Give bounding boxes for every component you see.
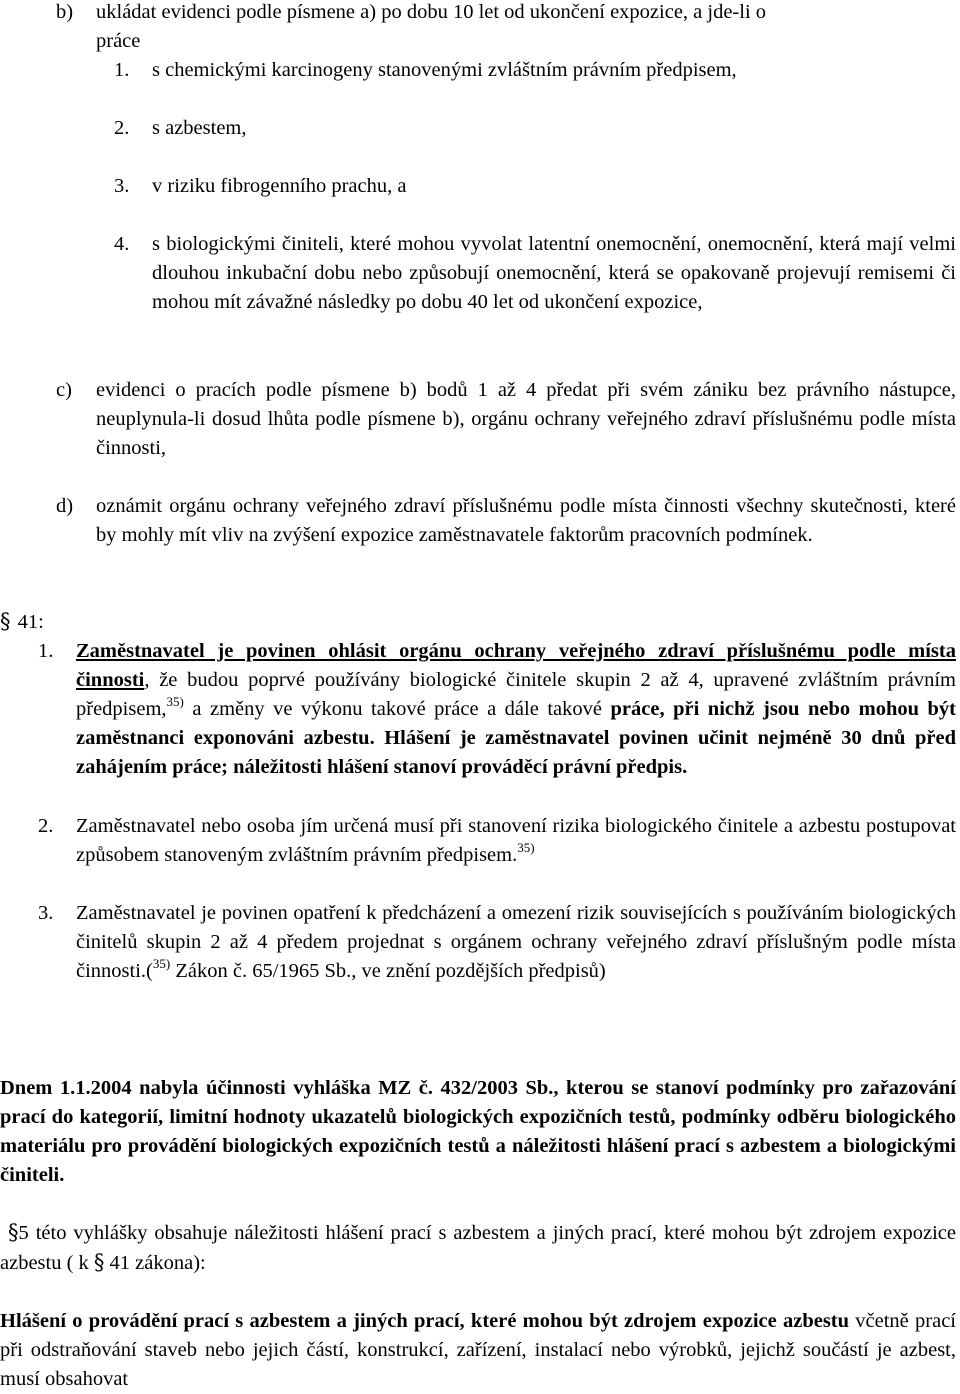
item-b-line2: práce	[96, 30, 141, 52]
p1-footnote-ref: 35)	[166, 694, 184, 709]
p3-body-2: Zákon č. 65/1965 Sb., ve znění pozdějších předpisů)	[170, 960, 606, 982]
p1-underlined: Zaměstnavatel je povinen ohlásit orgánu ochrany veřejného zdraví příslušnému podle místa činnosti	[76, 640, 956, 691]
p2-body: Zaměstnavatel nebo osoba jím určená musí při stanovení rizika biologického činitele a azbestu postupovat způsobem stanoveným zvláštním právním předpisem.	[76, 815, 956, 866]
para-5-symbol-2-icon: §	[93, 1250, 105, 1274]
p2-text	[76, 812, 956, 870]
p1-text-1: , že budou poprvé používány biologické činitele skupin 2 až 4, upravené zvláštním právním předpisem,	[76, 669, 956, 720]
para-5-symbol-icon: §	[8, 1220, 19, 1244]
p1-bold: práce, při nichž jsou nebo mohou být zaměstnanci exponováni azbestu. Hlášení je zaměstnavatel povinen učinit nejméně 30 dnů před zahájením práce; náležitosti hlášení stanoví prováděcí právní předpis.	[76, 698, 956, 778]
section-symbol-icon: §	[0, 609, 11, 633]
subitem-3-num: 3.	[114, 175, 130, 197]
para-5	[0, 1218, 956, 1278]
subitem-3-text: v riziku fibrogenního prachu, a	[152, 175, 407, 197]
decree-paragraph: Dnem 1.1.2004 nabyla účinnosti vyhláška MZ č. 432/2003 Sb., kterou se stanoví podmínky pro zařazování prací do kategorií, limitní hodnoty ukazatelů biologických expozičních testů, podmínky odběru biologického materiálu pro provádění biologických expozičních testů a náležitosti hlášení prací s azbestem a biologickými činiteli.	[0, 1077, 956, 1186]
para-5-text-2: 41 zákona):	[104, 1252, 206, 1274]
subitem-1-text: s chemickými karcinogeny stanovenými zvláštním právním předpisem,	[152, 59, 737, 81]
subitem-2-num: 2.	[114, 117, 130, 139]
p3-body: Zaměstnavatel je povinen opatření k předcházení a omezení rizik souvisejících s používáním biologických činitelů skupin 2 až 4 předem projednat s orgánem ochrany veřejného zdraví příslušným podle místa činnosti.(	[76, 902, 956, 982]
p1-text-2: a změny ve výkonu takové práce a dále takové	[183, 698, 611, 720]
item-b-marker: b)	[56, 1, 74, 23]
item-c-text: evidenci o pracích podle písmene b) bodů 1 až 4 předat při svém zániku bez právního nástupce, neuplynula-li dosud lhůta podle písmene b), orgánu ochrany veřejného zdraví příslušnému podle místa činnosti,	[96, 379, 956, 459]
p2-footnote-ref: 35)	[517, 840, 535, 855]
item-c-marker: c)	[56, 379, 72, 401]
p2-num: 2.	[38, 815, 54, 837]
para-5-text-1: 5 této vyhlášky obsahuje náležitosti hlášení prací s azbestem a jiných prací, které mohou být zdrojem expozice azbestu ( k	[0, 1222, 956, 1274]
p3-footnote-ref: 35)	[152, 956, 171, 971]
item-b-line1: ukládat evidenci podle písmene a) po dobu 10 let od ukončení expozice, a jde-li o	[96, 1, 767, 23]
report-text: včetně prací při odstraňování staveb nebo jejich částí, konstrukcí, zařízení, instalací nebo výrobků, jejichž součástí je azbest, musí obsahovat	[0, 1310, 956, 1390]
item-d-marker: d)	[56, 495, 74, 517]
subitem-4-text: s biologickými činiteli, které mohou vyvolat latentní onemocnění, onemocnění, která mají velmi dlouhou inkubační dobu nebo způsobují onemocnění, která se opakovaně projevují remisemi či mohou mít závažné následky po dobu 40 let od ukončení expozice,	[152, 233, 956, 313]
p3-text	[76, 899, 956, 986]
subitem-4-num: 4.	[114, 233, 130, 255]
subitem-1-num: 1.	[114, 59, 130, 81]
p1-text	[76, 637, 956, 782]
p1-num: 1.	[38, 640, 54, 662]
section-number: 41:	[17, 611, 44, 633]
report-bold: Hlášení o provádění prací s azbestem a jiných prací, které mohou být zdrojem expozice azbestu	[0, 1310, 850, 1332]
section-41-heading	[0, 607, 44, 637]
p3-num: 3.	[38, 902, 54, 924]
report-paragraph	[0, 1307, 956, 1394]
item-d-text: oznámit orgánu ochrany veřejného zdraví příslušnému podle místa činnosti všechny skutečnosti, které by mohly mít vliv na zvýšení expozice zaměstnavatele faktorům pracovních podmínek.	[96, 495, 956, 546]
subitem-2-text: s azbestem,	[152, 117, 247, 139]
